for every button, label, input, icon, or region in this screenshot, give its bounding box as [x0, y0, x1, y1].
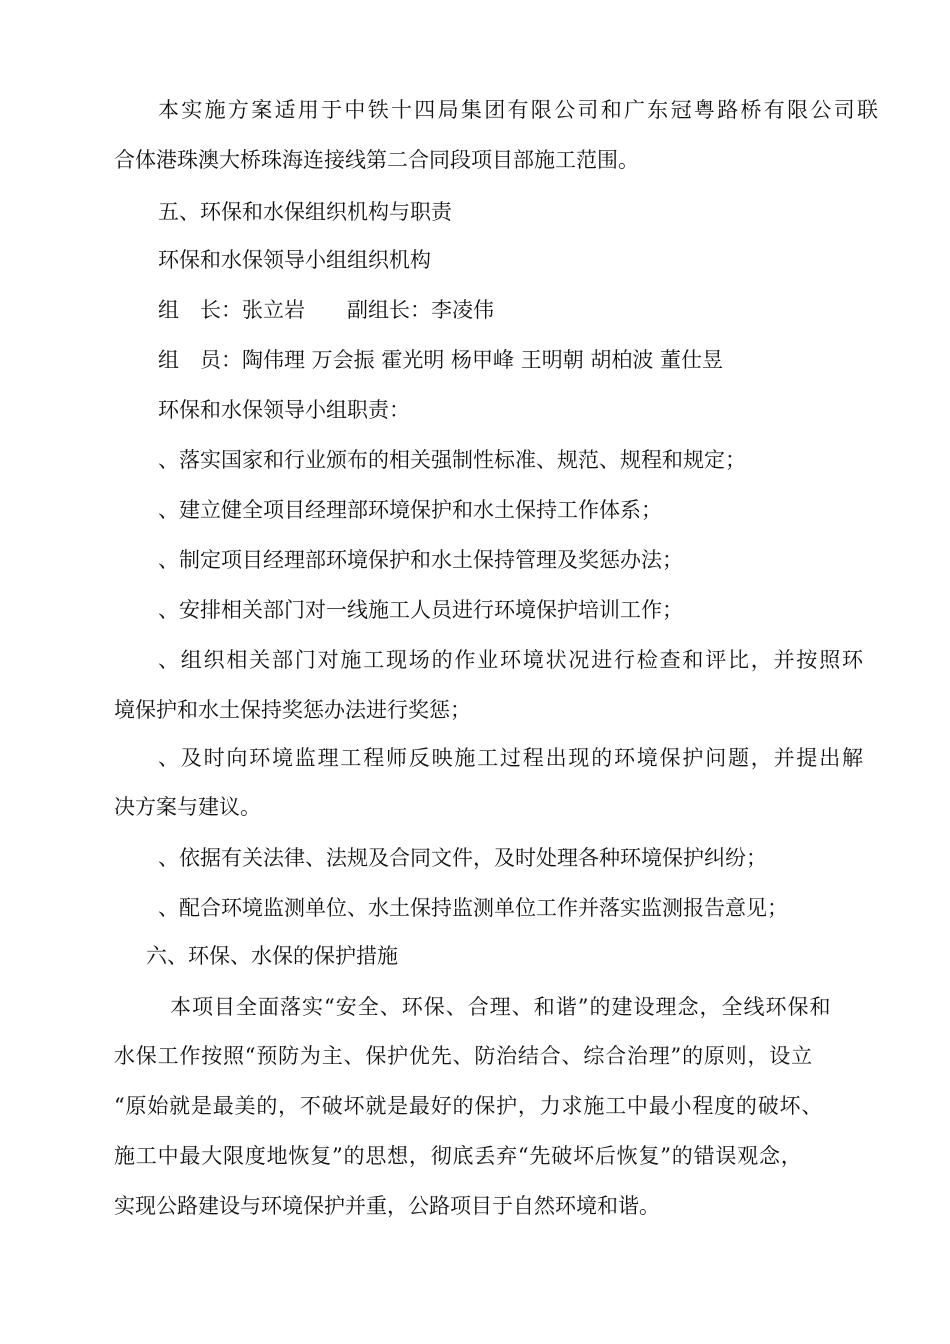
duty-item-5-line-1: 、组织相关部门对施工现场的作业环境状况进行检查和评比，并按照环	[158, 648, 865, 672]
paragraph-measures-line-4: 施工中最大限度地恢复”的思想，彻底丢弃“先破坏后恢复”的错误观念，	[114, 1144, 803, 1168]
leader-line: 组 长：张立岩 副组长：李凌伟	[158, 298, 494, 322]
duty-item-4: 、安排相关部门对一线施工人员进行环境保护培训工作；	[158, 598, 683, 622]
duty-item-1: 、落实国家和行业颁布的相关强制性标准、规范、规程和规定；	[158, 448, 746, 472]
paragraph-measures-line-3: “原始就是最美的，不破坏就是最好的保护，力求施工中最小程度的破坏、	[114, 1094, 824, 1118]
duty-item-6-line-1: 、及时向环境监理工程师反映施工过程出现的环境保护问题，并提出解	[158, 746, 865, 770]
duty-item-2: 、建立健全项目经理部环境保护和水土保持工作体系；	[158, 498, 662, 522]
duty-item-5-line-2: 境保护和水土保持奖惩办法进行奖惩；	[114, 698, 471, 722]
paragraph-measures-line-1: 本项目全面落实“安全、环保、合理、和谐”的建设理念，全线环保和	[170, 995, 832, 1019]
subheading-duties: 环保和水保领导小组职责：	[158, 398, 410, 422]
members-line: 组 员：陶伟理 万会振 霍光明 杨甲峰 王明朝 胡柏波 董仕昱	[158, 348, 724, 372]
paragraph-scope-line-1: 本实施方案适用于中铁十四局集团有限公司和广东冠粤路桥有限公司联	[158, 98, 881, 122]
duty-item-7: 、依据有关法律、法规及合同文件，及时处理各种环境保护纠纷；	[158, 846, 767, 870]
section-heading-six: 六、环保、水保的保护措施	[146, 944, 398, 968]
duty-item-3: 、制定项目经理部环境保护和水土保持管理及奖惩办法；	[158, 548, 683, 572]
paragraph-measures-line-2: 水保工作按照“预防为主、保护优先、防治结合、综合治理”的原则，设立	[114, 1044, 813, 1068]
duty-item-8: 、配合环境监测单位、水土保持监测单位工作并落实监测报告意见；	[158, 896, 788, 920]
paragraph-scope-line-2: 合体港珠澳大桥珠海连接线第二合同段项目部施工范围。	[114, 148, 639, 172]
section-heading-five: 五、环保和水保组织机构与职责	[158, 200, 452, 224]
duty-item-6-line-2: 决方案与建议。	[114, 795, 261, 819]
subheading-organization: 环保和水保领导小组组织机构	[158, 248, 431, 272]
paragraph-measures-line-5: 实现公路建设与环境保护并重，公路项目于自然环境和谐。	[114, 1194, 660, 1218]
